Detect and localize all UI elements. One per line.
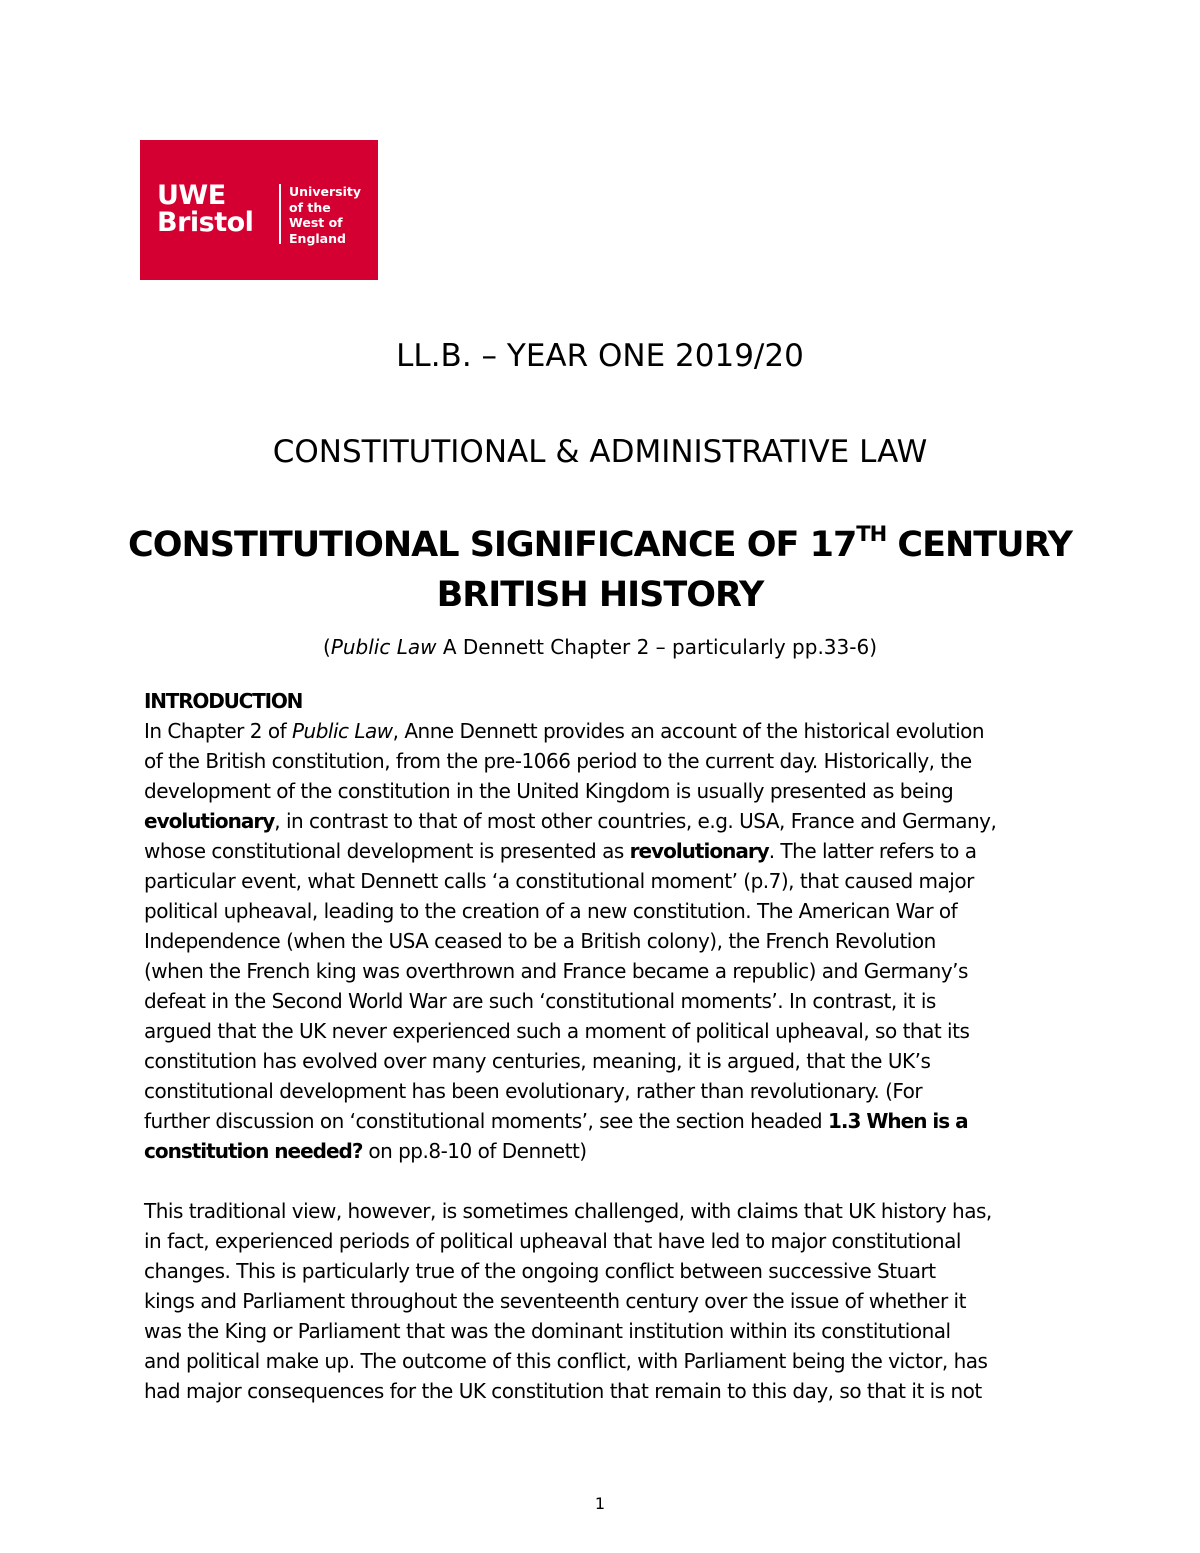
uwe-bristol-logo: [140, 140, 378, 280]
reference-book-title: Public Law: [330, 635, 437, 659]
module-heading: CONSTITUTIONAL & ADMINISTRATIVE LAW: [272, 434, 928, 470]
text-line: kings and Parliament throughout the seventeenth century over the issue of whether it: [144, 1289, 966, 1313]
text-line: changes. This is particularly true of the ongoing conflict between successive Stuart: [144, 1259, 936, 1283]
text-line: [144, 1106, 1074, 1136]
text-line: (when the French king was overthrown and France became a republic) and Germany’s: [144, 959, 968, 983]
text-fragment: further discussion on ‘constitutional moments’, see the section headed: [144, 1109, 828, 1133]
text-line: [144, 836, 1074, 866]
reference-open: (: [323, 635, 331, 659]
title-superscript: TH: [856, 522, 887, 546]
introduction-heading: INTRODUCTION: [144, 689, 303, 713]
logo-line-england: England: [289, 230, 346, 246]
text-line: in fact, experienced periods of political upheaval that have led to major constitutional: [144, 1229, 961, 1253]
text-line: development of the constitution in the United Kingdom is usually presented as being: [144, 779, 954, 803]
text-line: [144, 806, 1074, 836]
text-line: This traditional view, however, is sometimes challenged, with claims that UK history has,: [144, 1199, 992, 1223]
logo-line-west-of: West of: [289, 215, 343, 230]
reading-reference: [0, 632, 1200, 662]
text-line: was the King or Parliament that was the dominant institution within its constitutional: [144, 1319, 951, 1343]
text-line: particular event, what Dennett calls ‘a constitutional moment’ (p.7), that caused major: [144, 869, 974, 893]
introduction-section: [144, 686, 1074, 1166]
text-line: [144, 1136, 1074, 1166]
course-year-heading: LL.B. – YEAR ONE 2019/20: [396, 338, 804, 374]
emphasis-revolutionary: revolutionary: [629, 839, 769, 863]
text-fragment: In Chapter 2 of: [144, 719, 292, 743]
text-fragment: on pp.8-10 of Dennett): [362, 1139, 587, 1163]
section-reference-bold: constitution needed?: [144, 1139, 363, 1163]
logo-line-of-the: of the: [289, 199, 331, 215]
logo-line-university: University: [289, 184, 361, 199]
text-line: and political make up. The outcome of this conflict, with Parliament being the victor, has: [144, 1349, 988, 1373]
text-fragment: , Anne Dennett provides an account of the historical evolution: [392, 719, 985, 743]
text-fragment: . The latter refers to a: [768, 839, 977, 863]
text-line: [144, 716, 1074, 746]
text-line: had major consequences for the UK constitution that remain to this day, so that it is not: [144, 1379, 982, 1403]
emphasis-evolutionary: evolutionary: [144, 809, 275, 833]
logo-wordmark: [157, 182, 253, 236]
text-line: constitutional development has been evolutionary, rather than revolutionary. (For: [144, 1079, 923, 1103]
logo-university-name: [289, 184, 361, 246]
section-reference-bold: 1.3 When is a: [827, 1109, 968, 1133]
page-number: 1: [594, 1494, 606, 1513]
book-title-italic: Public Law: [291, 719, 393, 743]
logo-text-bristol: Bristol: [157, 207, 254, 238]
text-line: Independence (when the USA ceased to be a British colony), the French Revolution: [144, 929, 936, 953]
text-line: constitution has evolved over many centuries, meaning, it is argued, that the UK’s: [144, 1049, 931, 1073]
text-fragment: whose constitutional development is presented as: [144, 839, 630, 863]
text-line: political upheaval, leading to the creation of a new constitution. The American War of: [144, 899, 958, 923]
text-line: argued that the UK never experienced such a moment of political upheaval, so that its: [144, 1019, 970, 1043]
text-line: defeat in the Second World War are such ‘constitutional moments’. In contrast, it is: [144, 989, 936, 1013]
document-title: [0, 520, 1200, 620]
paragraph-traditional-view: [144, 1196, 1074, 1406]
reference-details: A Dennett Chapter 2 – particularly pp.33-6): [436, 635, 877, 659]
logo-divider: [279, 184, 281, 244]
text-fragment: , in contrast to that of most other countries, e.g. USA, France and Germany,: [274, 809, 997, 833]
title-line-1-end: CENTURY: [886, 525, 1072, 565]
text-line: of the British constitution, from the pre-1066 period to the current day. Historically, the: [144, 749, 972, 773]
title-line-1-text: CONSTITUTIONAL SIGNIFICANCE OF 17: [128, 525, 857, 565]
title-line-1: [0, 520, 1200, 570]
title-line-2: BRITISH HISTORY: [436, 575, 764, 615]
logo-text-uwe: UWE: [157, 180, 226, 211]
